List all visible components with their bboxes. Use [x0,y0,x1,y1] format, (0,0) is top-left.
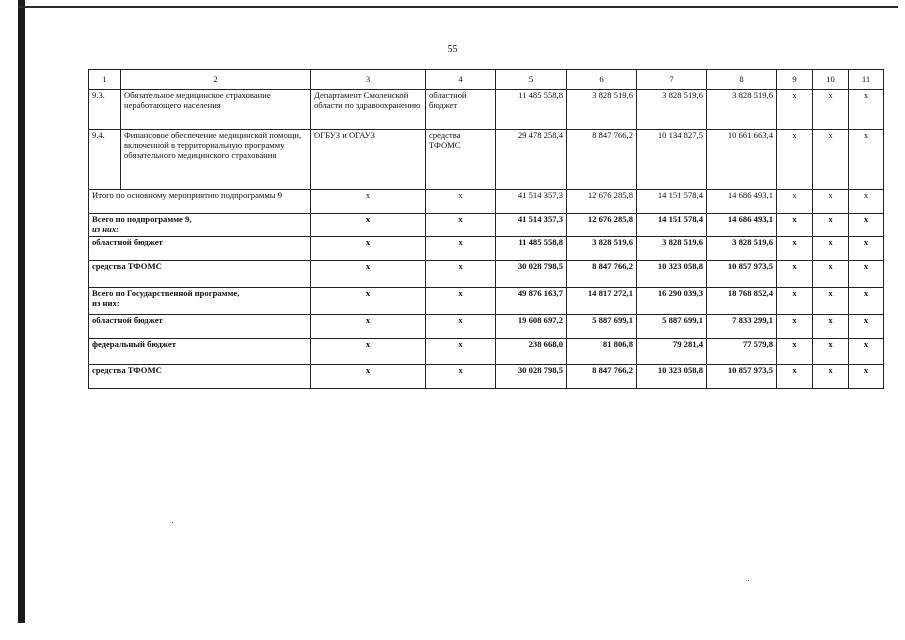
summary-row [89,364,884,388]
value-cell: 3 828 519,6 [567,90,637,130]
value-cell: 14 817 272,1 [567,287,637,314]
summary-label-sub: из них: [92,223,119,234]
x-cell: x [311,214,426,237]
value-cell: 10 857 973,5 [707,260,777,287]
value-cell: 30 028 798,5 [496,260,567,287]
column-header: 8 [707,70,777,90]
value-cell: 12 676 285,8 [567,214,637,237]
scan-speck [748,580,749,581]
x-cell: x [311,260,426,287]
value-cell: 81 806,8 [567,338,637,364]
value-cell: 49 876 163,7 [496,287,567,314]
x-cell: x [426,364,496,388]
value-cell: 18 768 852,4 [707,287,777,314]
value-cell: 238 668,0 [496,338,567,364]
value-cell: 7 833 299,1 [707,314,777,338]
x-cell: x [813,364,849,388]
value-cell: 30 028 798,5 [496,364,567,388]
column-header: 2 [121,70,311,90]
x-cell: x [849,314,884,338]
x-cell: x [777,190,813,214]
summary-row [89,314,884,338]
scan-speck [172,522,173,523]
x-cell: x [813,190,849,214]
summary-label: средства ТФОМС [89,260,311,287]
summary-row [89,338,884,364]
summary-label [89,214,311,237]
x-cell: x [849,260,884,287]
x-cell: x [777,214,813,237]
summary-label [89,287,311,314]
value-cell: 10 323 058,8 [637,260,707,287]
activity-name: Финансовое обеспечение медицинской помощи, включенной в территориальную программу обязательного медицинского страхования [121,130,311,190]
x-cell: x [311,236,426,260]
x-cell: x [426,214,496,237]
value-cell: 8 847 766,2 [567,130,637,190]
page-number: 55 [447,44,458,55]
x-cell: x [311,190,426,214]
budget-table [88,69,884,389]
x-cell: x [813,130,849,190]
executor: Департамент Смоленской области по здравоохранению [311,90,426,130]
x-cell: x [777,260,813,287]
summary-row [89,214,884,237]
funding-source: средства ТФОМС [426,130,496,190]
summary-label: областной бюджет [89,314,311,338]
x-cell: x [849,338,884,364]
summary-row [89,236,884,260]
value-cell: 5 887 699,1 [567,314,637,338]
x-cell: x [813,236,849,260]
table-row [89,90,884,130]
summary-label: средства ТФОМС [89,364,311,388]
column-header: 11 [849,70,884,90]
x-cell: x [426,236,496,260]
x-cell: x [777,130,813,190]
value-cell: 14 151 578,4 [637,190,707,214]
x-cell: x [777,314,813,338]
value-cell: 29 478 258,4 [496,130,567,190]
x-cell: x [849,236,884,260]
summary-label-line: Всего по подпрограмме 9, [92,214,192,224]
x-cell: x [777,236,813,260]
column-header: 9 [777,70,813,90]
row-number: 9.4. [89,130,121,190]
x-cell: x [849,190,884,214]
value-cell: 41 514 357,3 [496,214,567,237]
column-header: 3 [311,70,426,90]
summary-label-line: Всего по Государственной программе, [92,287,240,298]
column-header: 1 [89,70,121,90]
executor: ОГБУЗ и ОГАУЗ [311,130,426,190]
value-cell: 8 847 766,2 [567,364,637,388]
value-cell: 10 323 058,8 [637,364,707,388]
funding-source: областной бюджет [426,90,496,130]
value-cell: 16 290 039,3 [637,287,707,314]
summary-label: Итого по основному мероприятию подпрограммы 9 [89,190,311,214]
value-cell: 10 134 827,5 [637,130,707,190]
value-cell: 11 485 558,8 [496,90,567,130]
value-cell: 10 857 973,5 [707,364,777,388]
x-cell: x [849,130,884,190]
x-cell: x [777,90,813,130]
column-header: 4 [426,70,496,90]
summary-label: федеральный бюджет [89,338,311,364]
x-cell: x [777,287,813,314]
x-cell: x [849,287,884,314]
summary-label-sub: из них: [92,297,120,308]
x-cell: x [849,364,884,388]
value-cell: 3 828 519,6 [637,236,707,260]
x-cell: x [426,338,496,364]
value-cell: 14 686 493,1 [707,190,777,214]
value-cell: 79 281,4 [637,338,707,364]
value-cell: 14 151 578,4 [637,214,707,237]
x-cell: x [777,338,813,364]
column-header: 10 [813,70,849,90]
x-cell: x [311,287,426,314]
scan-top-edge [18,6,898,8]
x-cell: x [813,90,849,130]
value-cell: 11 485 558,8 [496,236,567,260]
value-cell: 41 514 357,3 [496,190,567,214]
x-cell: x [426,190,496,214]
header-row [89,70,884,90]
x-cell: x [813,260,849,287]
x-cell: x [849,90,884,130]
value-cell: 3 828 519,6 [707,236,777,260]
column-header: 6 [567,70,637,90]
x-cell: x [777,364,813,388]
table-row [89,130,884,190]
x-cell: x [813,287,849,314]
x-cell: x [311,314,426,338]
activity-name: Обязательное медицинское страхование неработающего населения [121,90,311,130]
summary-row [89,287,884,314]
x-cell: x [813,214,849,237]
value-cell: 8 847 766,2 [567,260,637,287]
value-cell: 3 828 519,6 [707,90,777,130]
value-cell: 14 686 493,1 [707,214,777,237]
row-number: 9.3. [89,90,121,130]
x-cell: x [813,314,849,338]
column-header: 7 [637,70,707,90]
summary-row [89,260,884,287]
x-cell: x [426,314,496,338]
x-cell: x [426,260,496,287]
value-cell: 3 828 519,6 [637,90,707,130]
value-cell: 5 887 699,1 [637,314,707,338]
x-cell: x [426,287,496,314]
value-cell: 19 608 697,2 [496,314,567,338]
x-cell: x [849,214,884,237]
x-cell: x [311,364,426,388]
x-cell: x [311,338,426,364]
column-header: 5 [496,70,567,90]
summary-label: областной бюджет [89,236,311,260]
value-cell: 3 828 519,6 [567,236,637,260]
value-cell: 77 579,8 [707,338,777,364]
scan-left-edge [18,0,25,623]
x-cell: x [813,338,849,364]
value-cell: 12 676 285,8 [567,190,637,214]
summary-row [89,190,884,214]
value-cell: 10 661 663,4 [707,130,777,190]
